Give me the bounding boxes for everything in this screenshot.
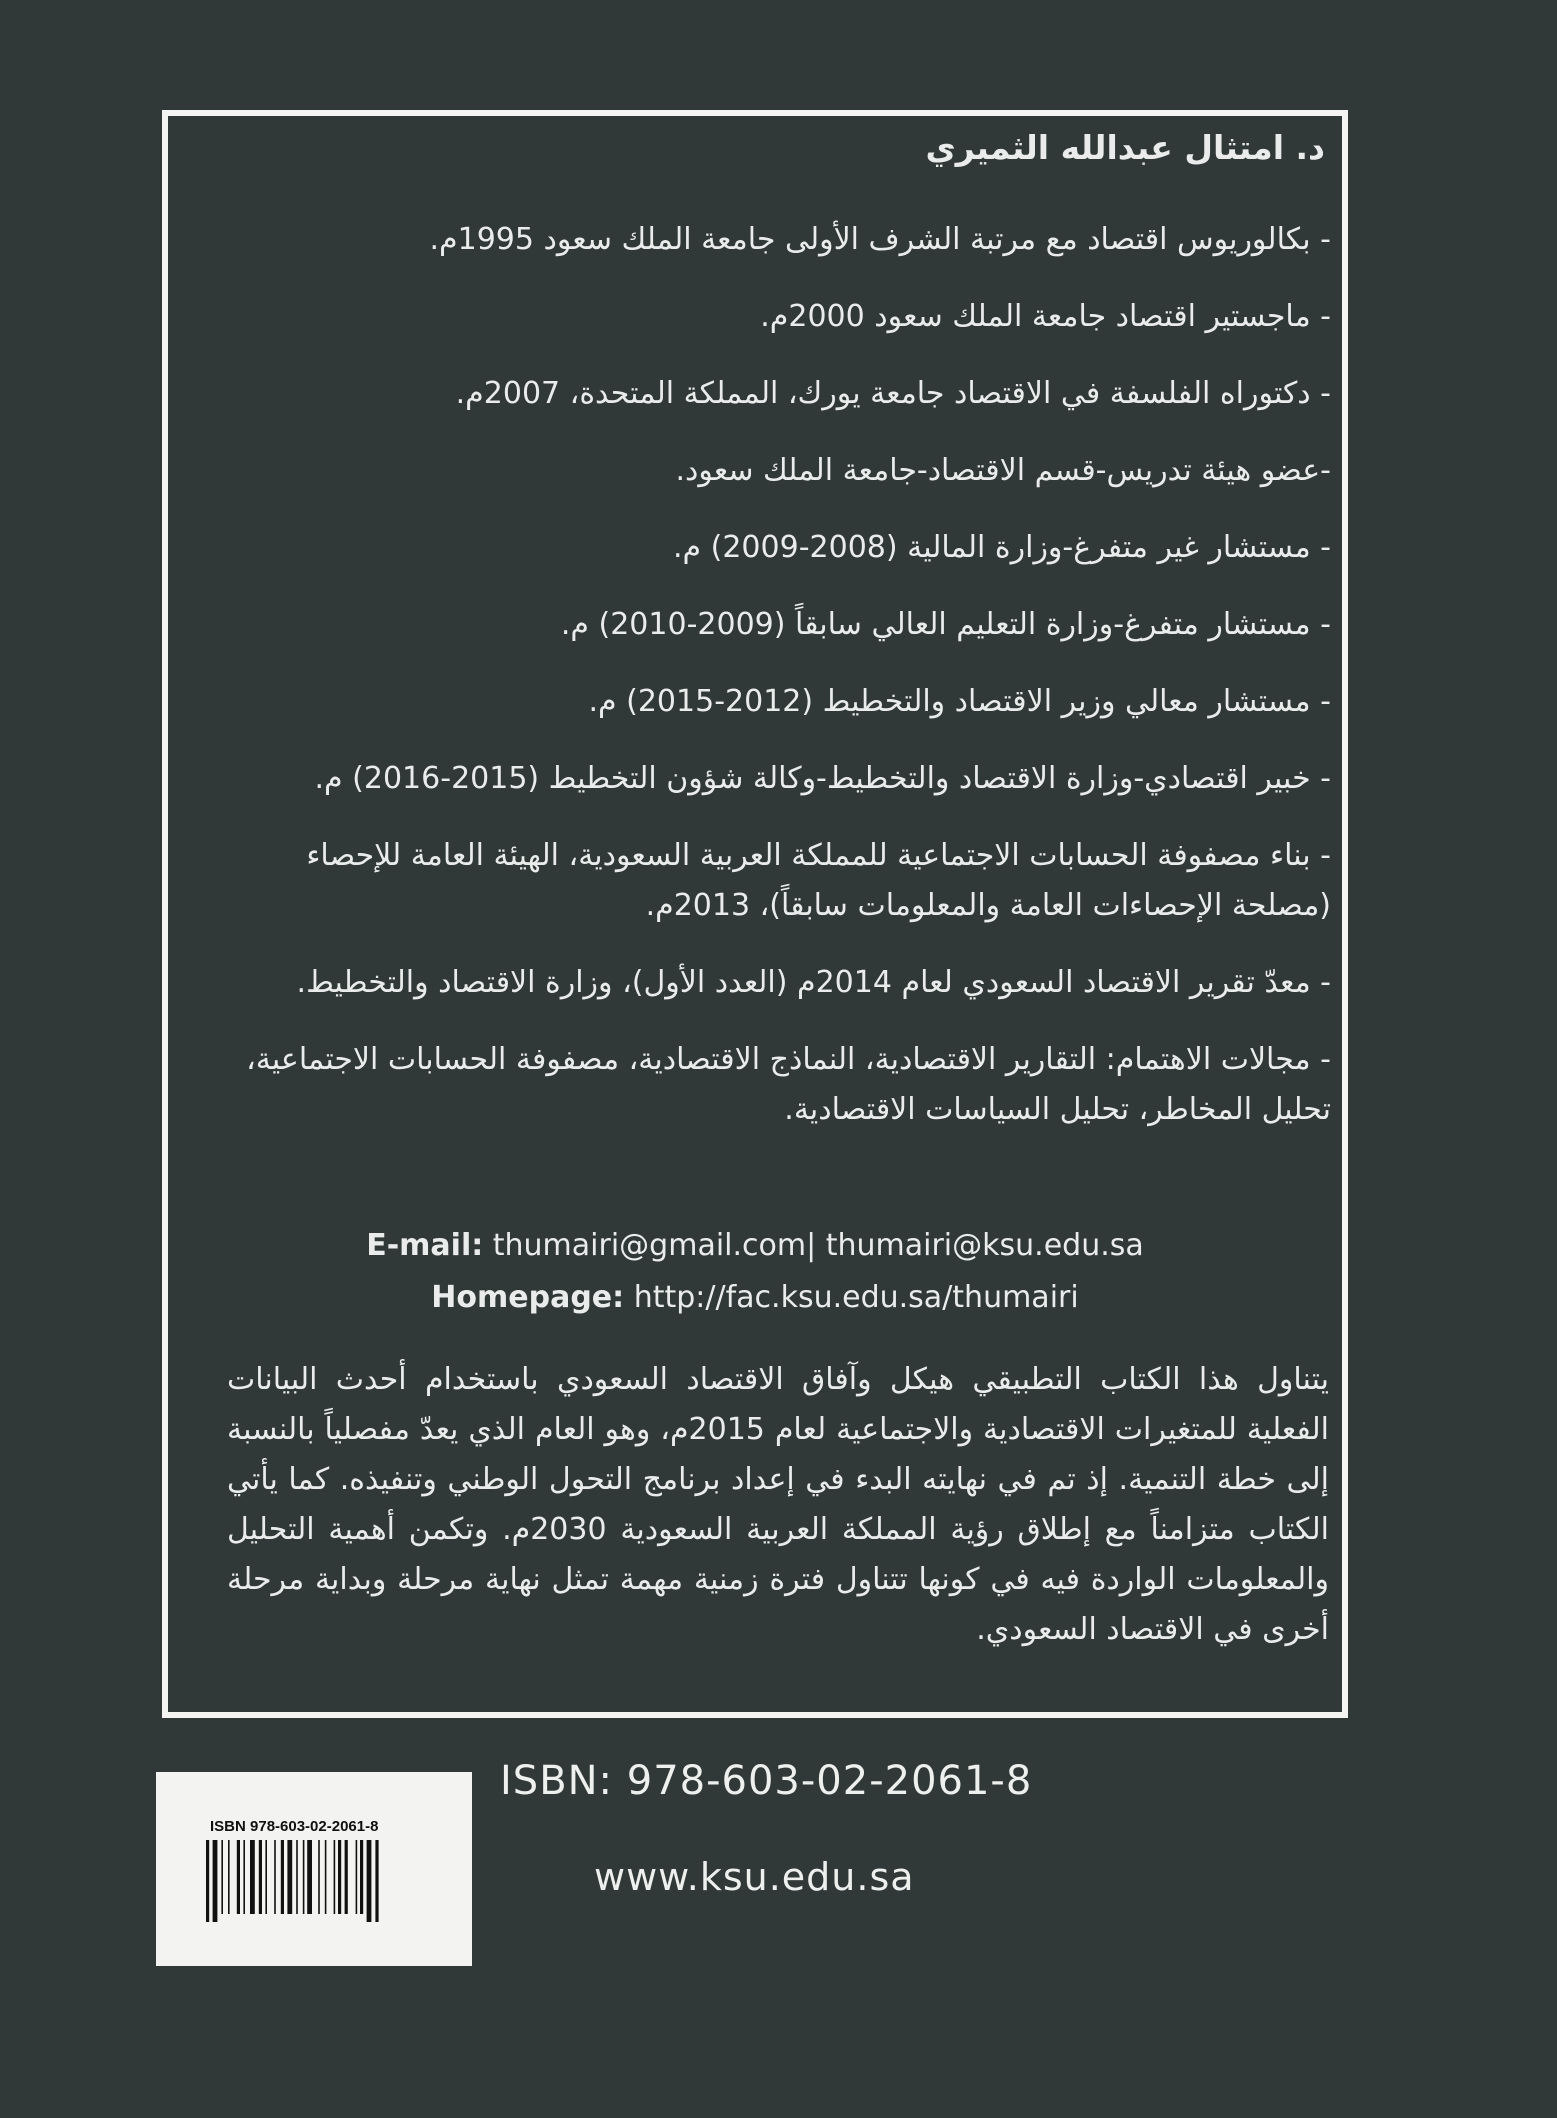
book-summary: يتناول هذا الكتاب التطبيقي هيكل وآفاق الاقتصاد السعودي باستخدام أحدث البيانات الفعلية للمتغيرات الاقتصادية والاجتماعية لعام 2015م، وهو العام الذي يعدّ مفصلياً بالنسبة إلى خطة التنمية. إذ تم في نهايته البدء في إعداد برنامج التحول الوطني وتنفيذه. كما يأتي الكتاب متزامناً مع إطلاق رؤية المملكة العربية السعودية 2030م. وتكمن أهمية التحليل والمعلومات الواردة فيه في كونها تتناول فترة زمنية مهمة تمثل نهاية مرحلة وبداية مرحلة أخرى في الاقتصاد السعودي. xyxy=(227,1362,1329,1647)
bio-item: - بناء مصفوفة الحسابات الاجتماعية للمملكة العربية السعودية، الهيئة العامة للإحصاء (مصلحة الإحصاءات العامة والمعلومات سابقاً)، 2013م. xyxy=(306,838,1331,923)
bio-item: - مستشار معالي وزير الاقتصاد والتخطيط (2012-2015) م. xyxy=(588,684,1331,719)
bio-item: - دكتوراه الفلسفة في الاقتصاد جامعة يورك، المملكة المتحدة، 2007م. xyxy=(455,376,1331,411)
email-row xyxy=(162,1220,1348,1272)
bio-item: - بكالوريوس اقتصاد مع مرتبة الشرف الأولى جامعة الملك سعود 1995م. xyxy=(429,222,1331,257)
author-name: د. امتثال عبدالله الثميري xyxy=(925,128,1325,167)
contact-block xyxy=(162,1220,1348,1324)
homepage-row xyxy=(162,1272,1348,1324)
bio-item: - مستشار غير متفرغ-وزارة المالية (2008-2009) م. xyxy=(672,530,1331,565)
barcode-sticker xyxy=(156,1772,472,1966)
email-link[interactable]: thumairi@gmail.com| thumairi@ksu.edu.sa xyxy=(483,1228,1144,1263)
bio-item: -عضو هيئة تدريس-قسم الاقتصاد-جامعة الملك سعود. xyxy=(675,453,1331,488)
bio-item: - ماجستير اقتصاد جامعة الملك سعود 2000م. xyxy=(760,299,1331,334)
homepage-link[interactable]: http://fac.ksu.edu.sa/thumairi xyxy=(624,1280,1079,1315)
barcode-isbn-label: ISBN 978-603-02-2061-8 xyxy=(210,1818,379,1835)
website-link[interactable]: www.ksu.edu.sa xyxy=(594,1855,915,1899)
bio-item: - مجالات الاهتمام: التقارير الاقتصادية، النماذج الاقتصادية، مصفوفة الحسابات الاجتماعية، تحليل المخاطر، تحليل السياسات الاقتصادية. xyxy=(246,1042,1331,1127)
email-label: E-mail: xyxy=(366,1228,484,1263)
bio-item: - مستشار متفرغ-وزارة التعليم العالي سابقاً (2009-2010) م. xyxy=(560,607,1331,642)
bio-item: - معدّ تقرير الاقتصاد السعودي لعام 2014م (العدد الأول)، وزارة الاقتصاد والتخطيط. xyxy=(296,965,1331,1000)
bio-item: - خبير اقتصادي-وزارة الاقتصاد والتخطيط-وكالة شؤون التخطيط (2015-2016) م. xyxy=(314,761,1331,796)
bio-list xyxy=(231,215,1331,1162)
barcode-icon xyxy=(206,1840,426,1930)
isbn-number: ISBN: 978-603-02-2061-8 xyxy=(500,1758,1033,1804)
homepage-label: Homepage: xyxy=(431,1280,625,1315)
